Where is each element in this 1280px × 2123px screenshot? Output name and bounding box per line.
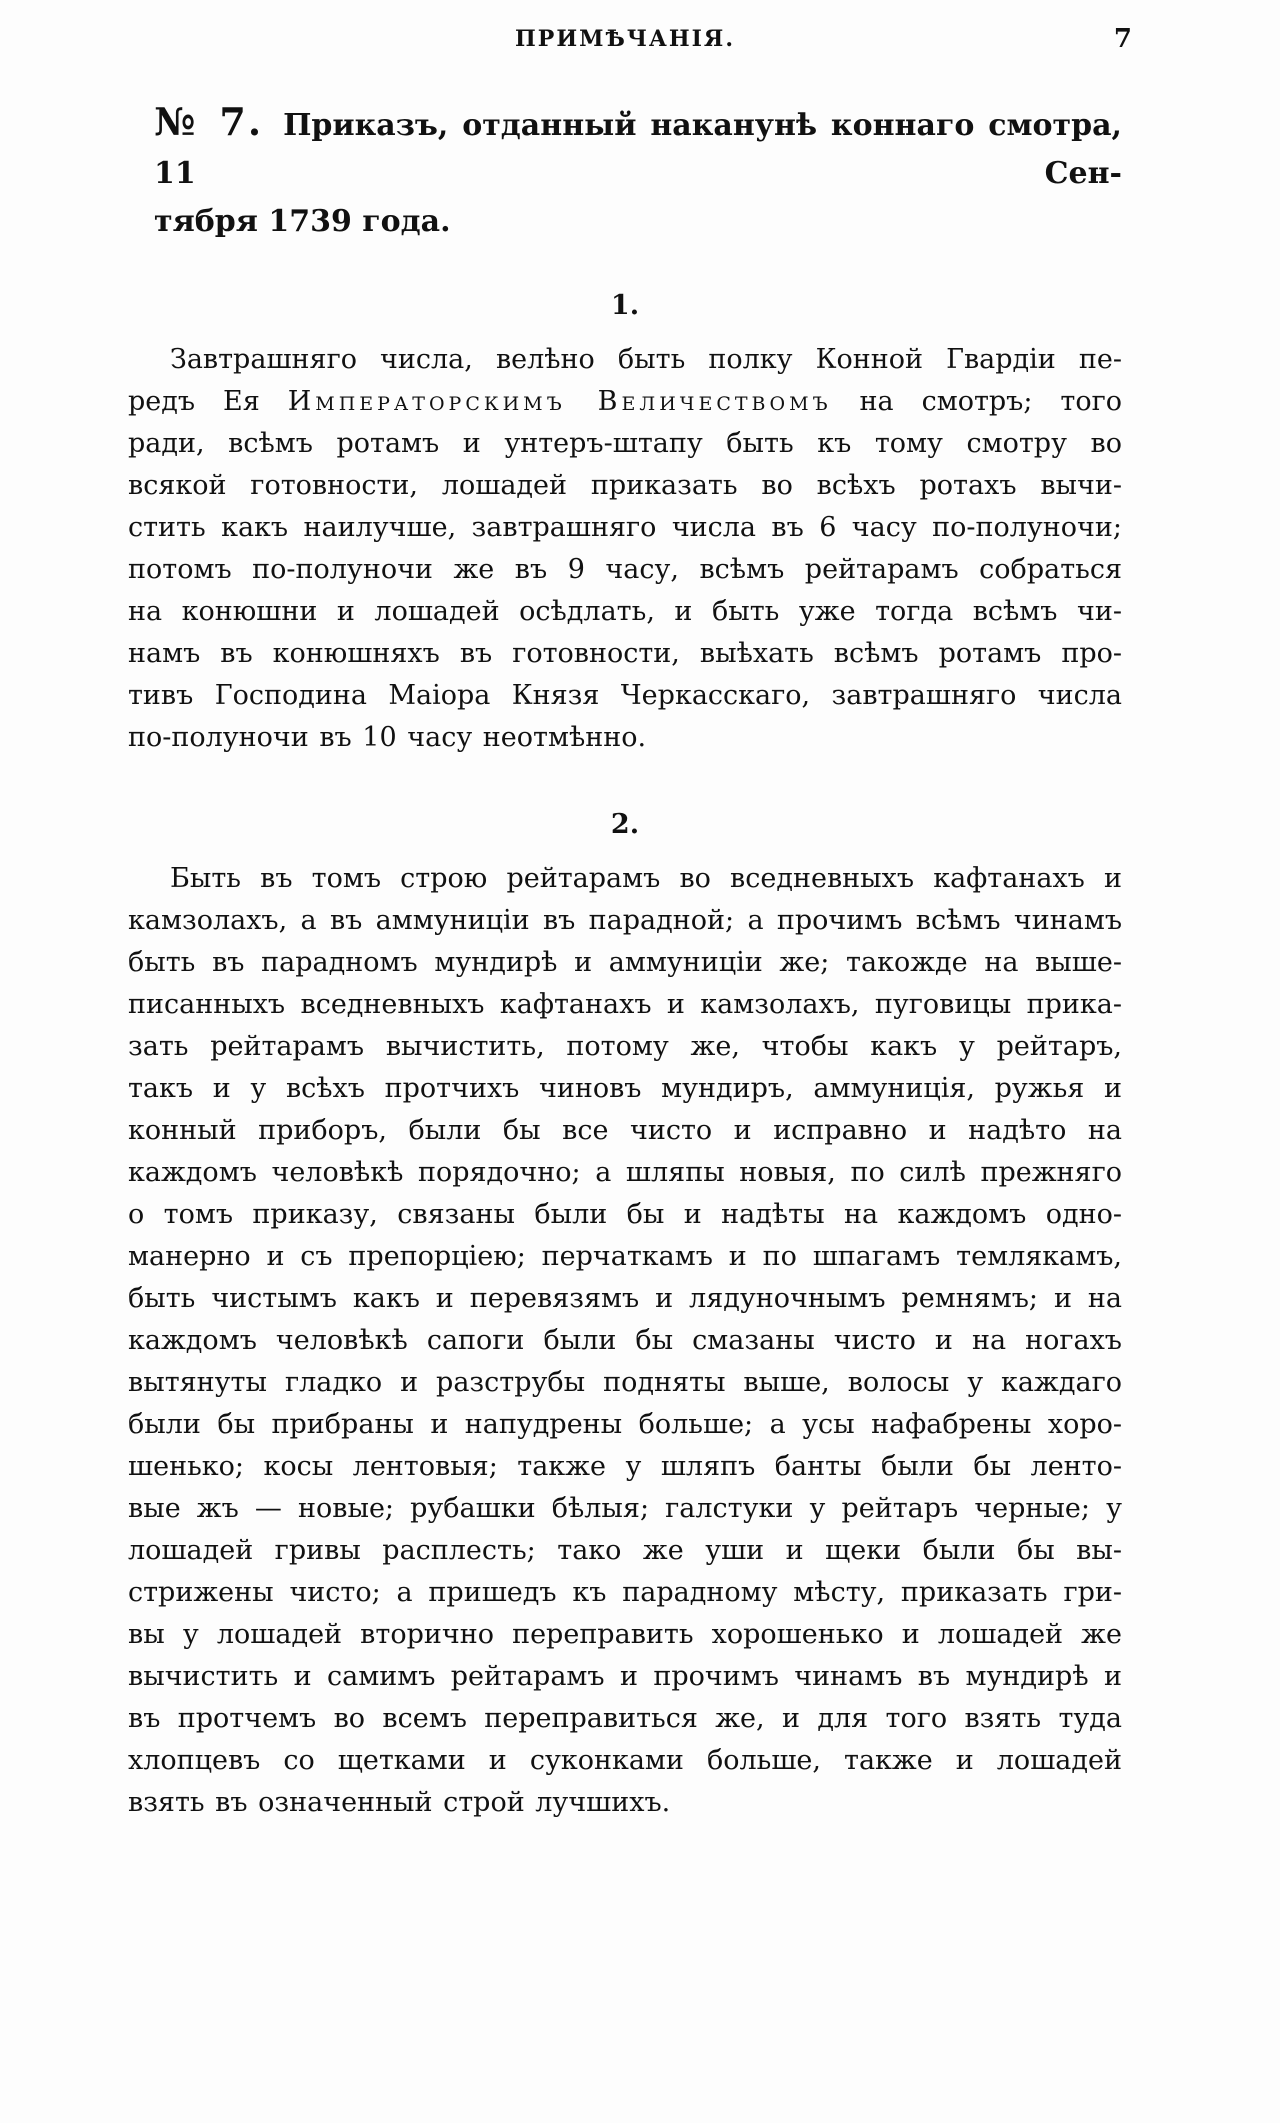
text-line xyxy=(128,675,1122,717)
text-line xyxy=(128,1110,1122,1152)
text-segment: редъ Ея xyxy=(128,386,288,417)
text-line xyxy=(128,381,1122,423)
text-segment: на конюшни и лошадей осѣдлать, и быть уже тогда всѣмъ чи- xyxy=(128,596,1122,627)
text-line xyxy=(128,1782,1122,1824)
text-line xyxy=(128,1320,1122,1362)
text-segment: Императорскимъ Величествомъ xyxy=(287,386,832,417)
text-segment: шенько; косы лентовыя; также у шляпъ банты были бы ленто- xyxy=(128,1451,1122,1482)
page-header xyxy=(128,24,1132,62)
text-line xyxy=(154,198,1122,246)
text-segment: намъ въ конюшняхъ въ готовности, выѣхать всѣмъ ротамъ про- xyxy=(128,638,1122,669)
text-line xyxy=(128,1614,1122,1656)
section-1-paragraph xyxy=(128,339,1122,759)
section-1-number: 1. xyxy=(610,290,640,321)
running-header: ПРИМѢЧАНІЯ. xyxy=(515,26,735,52)
text-segment: каждомъ человѣкѣ порядочно; а шляпы новыя, по силѣ прежняго xyxy=(128,1157,1122,1188)
text-line xyxy=(128,717,1122,759)
text-segment: вы у лошадей вторично переправить хорошенько и лошадей же xyxy=(128,1619,1122,1650)
page-content xyxy=(128,0,1132,1824)
text-line xyxy=(128,1362,1122,1404)
text-segment: манерно и съ препорціею; перчаткамъ и по шпагамъ темлякамъ, xyxy=(128,1241,1122,1272)
text-segment: № 7. xyxy=(154,99,264,144)
section-2-paragraph xyxy=(128,858,1122,1824)
text-segment: на смотръ; того xyxy=(831,386,1122,417)
text-segment: потомъ по-полуночи же въ 9 часу, всѣмъ рейтарамъ собраться xyxy=(128,554,1122,585)
page-number: 7 xyxy=(1113,24,1132,54)
text-line xyxy=(128,339,1122,381)
text-line xyxy=(128,1488,1122,1530)
text-segment: въ протчемъ во всемъ переправиться же, и для того взять туда xyxy=(128,1703,1122,1734)
text-line xyxy=(128,858,1122,900)
text-line xyxy=(128,984,1122,1026)
text-line xyxy=(128,591,1122,633)
text-line xyxy=(128,1572,1122,1614)
text-segment: стить какъ наилучше, завтрашняго числа въ 6 часу по-полуночи; xyxy=(128,512,1122,543)
text-segment: Быть въ томъ строю рейтарамъ во вседневныхъ кафтанахъ и xyxy=(170,863,1122,894)
text-segment: быть въ парадномъ мундирѣ и аммуниціи же; такожде на выше- xyxy=(128,947,1122,978)
text-segment: конный приборъ, были бы все чисто и исправно и надѣто на xyxy=(128,1115,1122,1146)
text-line xyxy=(128,1530,1122,1572)
text-segment: камзолахъ, а въ аммуниціи въ парадной; а прочимъ всѣмъ чинамъ xyxy=(128,905,1122,936)
text-segment: писанныхъ вседневныхъ кафтанахъ и камзолахъ, пуговицы прика- xyxy=(128,989,1122,1020)
section-2-number: 2. xyxy=(610,809,640,840)
text-line xyxy=(128,900,1122,942)
text-segment: хлопцевъ со щетками и суконками больше, также и лошадей xyxy=(128,1745,1122,1776)
text-segment: ради, всѣмъ ротамъ и унтеръ-штапу быть къ тому смотру во xyxy=(128,428,1122,459)
text-segment: тивъ Господина Маіора Князя Черкасскаго, завтрашняго числа xyxy=(128,680,1122,711)
text-line xyxy=(128,423,1122,465)
text-line xyxy=(128,1278,1122,1320)
text-line xyxy=(128,465,1122,507)
text-line xyxy=(128,1152,1122,1194)
text-segment: стрижены чисто; а пришедъ къ парадному мѣсту, приказать гри- xyxy=(128,1577,1122,1608)
text-segment: каждомъ человѣкѣ сапоги были бы смазаны чисто и на ногахъ xyxy=(128,1325,1122,1356)
text-segment: тября 1739 года. xyxy=(154,204,451,239)
text-segment: Приказъ, отданный наканунѣ коннаго смотра, 11 Сен- xyxy=(154,108,1123,191)
text-segment: зать рейтарамъ вычистить, потому же, чтобы какъ у рейтаръ, xyxy=(128,1031,1122,1062)
text-segment: вычистить и самимъ рейтарамъ и прочимъ чинамъ въ мундирѣ и xyxy=(128,1661,1122,1692)
text-line xyxy=(128,1740,1122,1782)
text-line xyxy=(128,1194,1122,1236)
text-line xyxy=(128,633,1122,675)
text-line xyxy=(128,942,1122,984)
text-segment: быть чистымъ какъ и перевязямъ и лядуночнымъ ремнямъ; и на xyxy=(128,1283,1122,1314)
text-segment: были бы прибраны и напудрены больше; а усы нафабрены хоро- xyxy=(128,1409,1122,1440)
text-segment: по-полуночи въ 10 часу неотмѣнно. xyxy=(128,722,647,753)
text-line xyxy=(128,1236,1122,1278)
text-line xyxy=(154,98,1122,198)
text-segment: вытянуты гладко и разструбы подняты выше, волосы у каждаго xyxy=(128,1367,1122,1398)
text-line xyxy=(128,1068,1122,1110)
text-line xyxy=(128,1656,1122,1698)
document-title xyxy=(128,98,1122,246)
text-segment: вые жъ — новые; рубашки бѣлыя; галстуки у рейтаръ черные; у xyxy=(128,1493,1122,1524)
text-segment: лошадей гривы расплесть; тако же уши и щеки были бы вы- xyxy=(128,1535,1122,1566)
text-line xyxy=(128,549,1122,591)
text-segment: всякой готовности, лошадей приказать во всѣхъ ротахъ вычи- xyxy=(128,470,1122,501)
section-1 xyxy=(128,290,1122,759)
text-line xyxy=(128,1404,1122,1446)
text-line xyxy=(128,1698,1122,1740)
text-line xyxy=(128,507,1122,549)
text-line xyxy=(128,1026,1122,1068)
section-2 xyxy=(128,809,1122,1824)
text-segment: о томъ приказу, связаны были бы и надѣты на каждомъ одно- xyxy=(128,1199,1122,1230)
text-segment: такъ и у всѣхъ протчихъ чиновъ мундиръ, аммуниція, ружья и xyxy=(128,1073,1122,1104)
text-line xyxy=(128,1446,1122,1488)
text-segment: взять въ означенный строй лучшихъ. xyxy=(128,1787,671,1818)
text-segment: Завтрашняго числа, велѣно быть полку Конной Гвардіи пе- xyxy=(170,344,1122,375)
